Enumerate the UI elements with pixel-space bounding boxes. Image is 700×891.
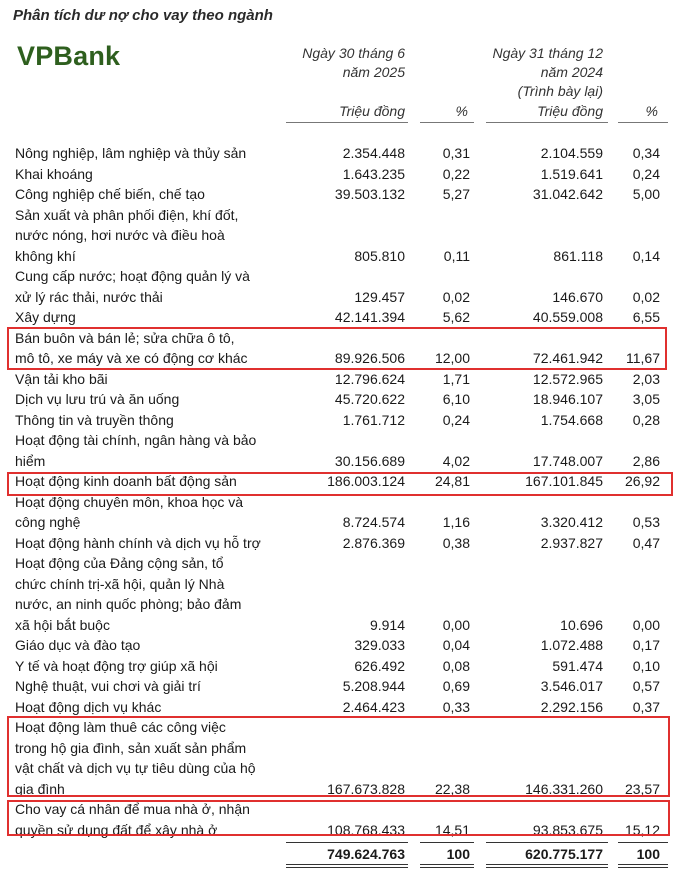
value-dec-2024: 93.853.675 [532,821,603,838]
percent-june-2025: 0,11 [443,247,470,264]
value-june-2025: 167.673.828 [327,780,405,797]
sector-label [15,410,174,431]
percent-june-2025: 5,27 [442,186,470,202]
total-double-rule [618,867,668,868]
value-june-2025: 5.208.944 [342,678,405,694]
sector-label [15,635,140,656]
percent-label-col2: % [645,103,658,119]
value-dec-2024: 1.519.641 [540,165,603,182]
value-june-2025: 2.354.448 [342,145,405,161]
value-dec-2024: 3.546.017 [540,678,603,694]
percent-dec-2024: 0,02 [632,288,660,305]
percent-june-2025: 0,04 [442,637,470,653]
sector-label-line: Hoạt động hành chính và dịch vụ hỗ trợ [15,534,261,551]
percent-dec-2024: 0,37 [632,698,660,715]
value-june-2025: 8.724.574 [342,514,405,530]
value-dec-2024: 18.946.107 [532,391,603,407]
table-row [0,369,700,390]
value-dec-2024: 40.559.008 [532,309,603,325]
percent-dec-2024: 26,92 [624,473,660,489]
percent-dec-2024: 23,57 [624,780,660,797]
sector-label-line: Giáo dục và đào tạo [15,637,141,653]
percent-june-2025: 14,51 [434,821,470,838]
value-june-2025: 108.768.433 [327,821,405,838]
sector-label [15,676,201,697]
total-double-rule [420,867,474,868]
sector-label [15,533,261,554]
value-june-2025: 1.761.712 [342,411,405,428]
percent-june-2025: 0,31 [442,145,470,161]
sector-label-line: chức chính trị-xã hội, quản lý Nhà [15,575,225,592]
percent-dec-2024: 0,57 [632,678,660,694]
sector-label-line: Nông nghiệp, lâm nghiệp và thủy sản [15,145,247,161]
value-dec-2024: 2.104.559 [540,145,603,161]
percent-june-2025: 0,00 [442,616,470,633]
sector-label [15,553,241,635]
sector-label [15,143,246,164]
value-june-2025: 186.003.124 [327,473,405,489]
unit-label-col2: Triệu đồng [537,103,603,119]
value-june-2025: 89.926.506 [334,350,405,366]
column-header-dec-2024: Ngày 31 tháng 12 năm 2024 (Trình bày lại) [492,45,603,99]
sector-label-line: Cung cấp nước; hoạt động quản lý và [15,268,250,284]
percent-june-2025: 4,02 [442,452,470,469]
value-dec-2024: 31.042.642 [532,186,603,202]
total-percent-col1: 100 [446,846,470,862]
percent-june-2025: 0,38 [442,534,470,551]
header-underline [420,122,474,123]
sector-label-line: Khai khoáng [15,165,93,182]
percent-june-2025: 0,08 [442,657,470,674]
table-title: Phân tích dư nợ cho vay theo ngành [13,7,273,24]
percent-june-2025: 24,81 [434,473,470,489]
table-row [0,164,700,185]
sector-label [15,266,250,307]
sector-label-line: vật chất và dịch vụ tự tiêu dùng của hộ [15,760,256,776]
percent-dec-2024: 0,00 [632,616,660,633]
sector-label-line: Xây dựng [15,309,76,325]
sector-label-line: nước nóng, hơi nước và điều hoà [15,227,225,243]
sector-label-line: Vận tải kho bãi [15,370,108,387]
sector-label [15,492,243,533]
value-june-2025: 12.796.624 [334,370,405,387]
percent-june-2025: 1,16 [442,514,470,530]
highlight-box-real-estate [7,472,673,496]
percent-june-2025: 1,71 [442,370,470,387]
percent-dec-2024: 2,86 [632,452,660,469]
sector-label-line: gia đình [15,780,65,797]
total-double-rule [618,864,668,865]
unit-label-col1: Triệu đồng [339,103,405,119]
value-june-2025: 39.503.132 [334,186,405,202]
value-dec-2024: 12.572.965 [532,370,603,387]
total-double-rule [486,864,608,865]
table-row [0,184,700,205]
sector-label [15,164,93,185]
value-june-2025: 2.464.423 [342,698,405,715]
percent-dec-2024: 0,34 [632,145,660,161]
percent-june-2025: 12,00 [434,350,470,366]
sector-label [15,697,161,718]
table-row [0,389,700,410]
value-dec-2024: 1.754.668 [540,411,603,428]
table-row [0,533,700,554]
percent-dec-2024: 0,17 [632,637,660,653]
table-row [0,266,700,307]
value-dec-2024: 591.474 [552,657,603,674]
sector-label-line: Bán buôn và bán lẻ; sửa chữa ô tô, [15,329,235,346]
sector-label-line: Y tế và hoạt động trợ giúp xã hội [15,657,218,674]
sector-label [15,369,108,390]
percent-dec-2024: 2,03 [632,370,660,387]
value-june-2025: 9.914 [369,616,405,633]
sector-label [15,430,256,471]
sector-label-line: mô tô, xe máy và xe có động cơ khác [15,350,248,366]
value-june-2025: 42.141.394 [334,309,405,325]
table-row [0,430,700,471]
value-june-2025: 805.810 [354,247,405,264]
sector-label [15,389,179,410]
sector-label-line: Hoạt động của Đảng cộng sản, tổ [15,555,224,571]
percent-dec-2024: 0,14 [632,247,660,264]
total-rule [420,842,474,843]
sector-label [15,307,76,328]
percent-june-2025: 0,22 [442,165,470,182]
sector-label-line: trong hộ gia đình, sản xuất sản phẩm [15,739,247,756]
highlight-box-wholesale [7,327,667,370]
percent-dec-2024: 0,28 [632,411,660,428]
value-dec-2024: 146.670 [552,288,603,305]
highlight-box-household [7,716,670,797]
value-dec-2024: 3.320.412 [540,514,603,530]
total-rule [618,842,668,843]
percent-june-2025: 0,24 [442,411,470,428]
percent-dec-2024: 3,05 [632,391,660,407]
sector-label-line: hiểm [15,452,46,469]
total-value-col1: 749.624.763 [327,846,405,862]
column-header-june-2025: Ngày 30 tháng 6 năm 2025 [302,45,405,80]
sector-label [15,184,205,205]
table-row [0,410,700,431]
value-june-2025: 1.643.235 [342,165,405,182]
percent-dec-2024: 0,10 [632,657,660,674]
total-rule [286,842,408,843]
sector-label-line: Hoạt động kinh doanh bất động sản [15,473,237,489]
sector-label-line: không khí [15,247,76,264]
percent-dec-2024: 5,00 [632,186,660,202]
percent-june-2025: 0,02 [442,288,470,305]
table-row [0,697,700,718]
table-row [0,143,700,164]
header-underline [286,122,408,123]
sector-label-line: Hoạt động dịch vụ khác [15,698,162,715]
table-row [0,492,700,533]
sector-label [15,656,218,677]
percent-dec-2024: 6,55 [632,309,660,325]
bank-logo-text: VPBank [17,41,121,71]
value-dec-2024: 17.748.007 [532,452,603,469]
percent-dec-2024: 0,53 [632,514,660,530]
sector-label-line: Hoạt động làm thuê các công việc [15,719,226,735]
value-june-2025: 129.457 [354,288,405,305]
highlight-box-housing-loan [7,800,670,836]
percent-dec-2024: 0,47 [632,534,660,551]
total-double-rule [286,867,408,868]
sector-label-line: Nghệ thuật, vui chơi và giải trí [15,678,201,694]
value-dec-2024: 10.696 [560,616,603,633]
total-percent-col2: 100 [636,846,660,862]
table-row [0,553,700,635]
total-double-rule [420,864,474,865]
total-double-rule [286,864,408,865]
table-row [0,656,700,677]
value-dec-2024: 167.101.845 [525,473,603,489]
percent-label-col1: % [455,103,468,119]
total-rule [486,842,608,843]
percent-dec-2024: 15,12 [624,821,660,838]
header-underline [486,122,608,123]
value-dec-2024: 2.937.827 [540,534,603,551]
total-value-col2: 620.775.177 [525,846,603,862]
sector-label-line: nước, an ninh quốc phòng; bảo đảm [15,596,242,612]
value-june-2025: 45.720.622 [334,391,405,407]
value-dec-2024: 146.331.260 [525,780,603,797]
sector-label [15,205,238,267]
table-row [0,205,700,267]
sector-label-line: Thông tin và truyền thông [15,411,174,428]
sector-label-line: Dịch vụ lưu trú và ăn uống [15,391,180,407]
value-june-2025: 626.492 [354,657,405,674]
sector-label-line: Cho vay cá nhân để mua nhà ở, nhận [15,801,250,817]
value-dec-2024: 861.118 [553,247,603,264]
header-underline [618,122,668,123]
sector-label-line: công nghệ [15,514,81,530]
sector-label-line: Sản xuất và phân phối điện, khí đốt, [15,206,239,223]
sector-label-line: xã hội bắt buộc [15,616,110,633]
percent-dec-2024: 11,67 [626,350,660,366]
sector-label-line: quyền sử dụng đất để xây nhà ở [15,821,218,838]
sector-label-line: xử lý rác thải, nước thải [15,288,163,305]
sector-label-line: Công nghiệp chế biến, chế tạo [15,186,205,202]
value-june-2025: 30.156.689 [334,452,405,469]
sector-label-line: Hoạt động tài chính, ngân hàng và bảo [15,432,257,448]
sector-label-line: Hoạt động chuyên môn, khoa học và [15,493,244,510]
value-june-2025: 329.033 [354,637,405,653]
table-row [0,676,700,697]
value-dec-2024: 1.072.488 [540,637,603,653]
percent-june-2025: 22,38 [434,780,470,797]
percent-june-2025: 0,33 [442,698,470,715]
table-row [0,635,700,656]
value-dec-2024: 72.461.942 [532,350,603,366]
value-june-2025: 2.876.369 [342,534,405,551]
total-double-rule [486,867,608,868]
percent-june-2025: 6,10 [442,391,470,407]
percent-dec-2024: 0,24 [632,165,660,182]
percent-june-2025: 0,69 [442,678,470,694]
percent-june-2025: 5,62 [442,309,470,325]
value-dec-2024: 2.292.156 [540,698,603,715]
table-row [0,307,700,328]
